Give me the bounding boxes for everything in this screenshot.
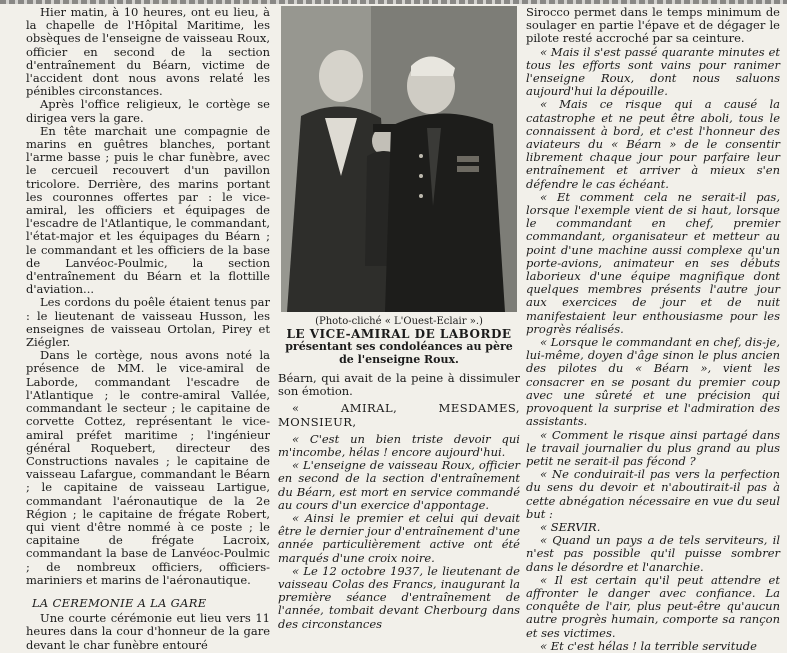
speech-salutation: « AMIRAL, MESDAMES, MONSIEUR, <box>278 401 520 429</box>
right-column <box>526 6 780 653</box>
paragraph: « Mais ce risque qui a causé la catastrophe et ne peut être aboli, tous le connaissent à bord, et c'est l'honneur des aviateurs du « Béarn » de le consentir librement chaque jour pour parfaire leur entraînement et arriver à mieux s'en défendre le cas échéant. <box>526 97 780 191</box>
section-subhead: LA CEREMONIE A LA GARE <box>32 595 207 610</box>
paragraph: « Quand un pays a de tels serviteurs, il n'est pas possible qu'il puisse sombrer dans le désordre et l'anarchie. <box>526 533 780 574</box>
middle-column <box>278 6 520 631</box>
paragraph: En tête marchait une compagnie de marins en guêtres blanches, portant l'arme basse ; puis le char funèbre, avec le cercueil recouvert d'un pavillon tricolore. Derrière, des marins portant les couronnes offertes par : le vice-amiral, les officiers et équipages de l'escadre de l'Atlantique, le commandant, l'état-major et les équipages du Béarn ; le commandant et les officiers de la base de Lanvéoc-Poulmic, la section d'entraînement du Béarn et la flottille d'aviation... <box>26 123 270 297</box>
photo-caption-subtitle: présentant ses condoléances au père de l'enseigne Roux. <box>285 340 513 366</box>
left-column <box>26 6 270 652</box>
paragraph: Hier matin, à 10 heures, ont eu lieu, à la chapelle de l'Hôpital Maritime, les obsèques de l'enseigne de vaisseau Roux, officier en second de la section d'entraînement du Béarn, victime de l'accident dont nous avons relaté les pénibles circonstances. <box>26 5 270 99</box>
paragraph: Sirocco permet dans le temps minimum de soulager en partie l'épave et de dégager le pilote resté accroché par sa ceinture. <box>526 5 780 46</box>
paragraph: « Et c'est hélas ! la terrible servitude <box>540 638 757 653</box>
paragraph: « Lorsque le commandant en chef, dis-je, lui-même, doyen d'âge sinon le plus ancien des pilotes du « Béarn », vient les consacrer en se posant du premier coup avec une sûreté et une précision qui provoquent la surprise et l'admiration des assistants. <box>526 335 780 429</box>
paragraph: Une courte cérémonie eut lieu vers 11 heures dans la cour d'honneur de la gare devant le char funèbre entouré <box>26 611 270 652</box>
paragraph: Après l'office religieux, le cortège se dirigea vers la gare. <box>26 97 270 125</box>
paragraph: « L'enseigne de vaisseau Roux, officier en second de la section d'entraînement du Béarn, est mort en service commandé au cours d'un exercice d'appontage. <box>278 458 520 512</box>
paragraph: « Comment le risque ainsi partagé dans le travail journalier du plus grand au plus petit ne serait-il pas fécond ? <box>526 427 780 468</box>
paragraph: « Et comment cela ne serait-il pas, lorsque l'exemple vient de si haut, lorsque le commandant en chef, premier commandant, organisateur et metteur au point d'une machine aussi complexe qu'un porte-avions, animateur en ses débuts laborieux d'une équipe magnifique dont quelques membres présents l'autre jour aux exercices de jour et de nuit manifestaient leur enthousiasme pour les progrès réalisés. <box>526 189 780 336</box>
paragraph: « Il est certain qu'il peut attendre et affronter le danger avec confiance. La conquête de l'air, plus peut-être qu'aucun autre progrès humain, comporte sa rançon et ses victimes. <box>526 572 780 640</box>
news-photo <box>281 6 517 312</box>
top-rule <box>0 0 787 4</box>
photo-illustration <box>281 6 517 312</box>
paragraph: « Mais il s'est passé quarante minutes et tous les efforts sont vains pour ranimer l'enseigne Roux, dont nous saluons aujourd'hui la dépouille. <box>526 44 780 99</box>
paragraph: « Ne conduirait-il pas vers la perfection du sens du devoir et n'aboutirait-il pas à cette abnégation nécessaire en vue du seul but : <box>526 467 780 521</box>
paragraph: « Le 12 octobre 1937, le lieutenant de vaisseau Colas des Francs, inaugurant la première séance d'entraînement de l'année, tombait devant Cherbourg dans des circonstances <box>278 563 520 631</box>
paragraph: « SERVIR. <box>540 519 601 534</box>
paragraph: Les cordons du poêle étaient tenus par : le lieutenant de vaisseau Husson, les enseignes de vaisseau Ortolan, Pirey et Ziégler. <box>26 295 270 350</box>
paragraph: « Ainsi le premier et celui qui devait être le dernier jour d'entraînement d'une année particulièrement active ont été marqués d'une croix noire. <box>278 511 520 565</box>
photo-caption-title: LE VICE-AMIRAL DE LABORDE <box>286 327 512 341</box>
photo-credit: (Photo-cliché « L'Ouest-Eclair ».) <box>315 316 483 327</box>
paragraph: « C'est un bien triste devoir qui m'incombe, hélas ! encore aujourd'hui. <box>278 431 520 460</box>
paragraph: Dans le cortège, nous avons noté la présence de MM. le vice-amiral de Laborde, commandant l'escadre de l'Atlantique ; le contre-amiral Vallée, commandant le secteur ; le capitaine de corvette Cottez, représentant le vice-amiral préfet maritime ; l'ingénieur général Roquebert, directeur des Constructions navales ; le capitaine de vaisseau Lafargue, commandant le Béarn ; le capitaine de vaisseau Lartigue, commandant l'aéronautique de la 2e Région ; le capitaine de frégate Robert, qui vient d'être nommé à ce poste ; le capitaine de frégate Lacroix, commandant la base de Lanvéoc-Poulmic ; de nombreux officiers, officiers-mariniers et marins de l'aéronautique. <box>26 348 270 587</box>
paragraph: Béarn, qui avait de la peine à dissimuler son émotion. <box>278 371 520 399</box>
